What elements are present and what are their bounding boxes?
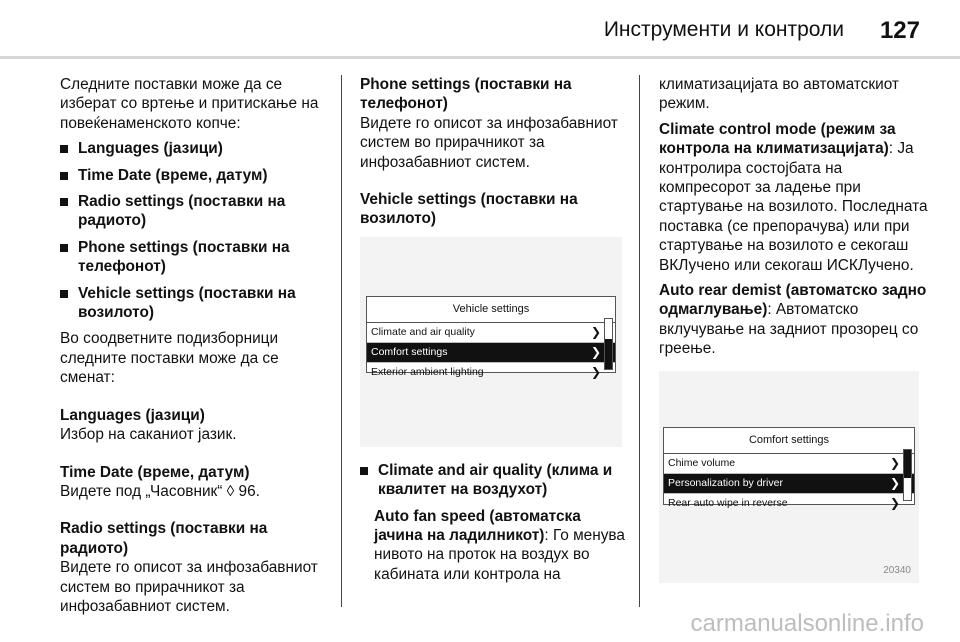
scrollbar-thumb [605, 339, 612, 369]
figure-number: 20340 [883, 565, 911, 577]
auto-fan-paragraph [360, 507, 628, 585]
list-item: Languages (јазици) [60, 139, 332, 158]
scrollbar [903, 449, 912, 501]
rear-demist-paragraph [659, 281, 929, 359]
phone-settings-text: Видете го описот за инфозабавниот систем во прирачникот за инфозабавниот систем. [360, 114, 618, 171]
page-footer [0, 612, 960, 642]
menu-row [367, 363, 615, 382]
submenu-paragraph: Во соодветните подизборници следните поставки може да се сменат: [60, 330, 279, 387]
climate-list [360, 461, 628, 500]
climate-mode-paragraph [659, 120, 929, 275]
rear-demist-text: : Автоматско вклучување на задниот прозорец со греење. [659, 301, 919, 358]
display-screen [663, 427, 915, 511]
intro-paragraph: Следните поставки може да се изберат со вртење и притискање на повеќенаменското копче: [60, 76, 319, 132]
menu-row [664, 494, 914, 513]
climate-mode-heading: Climate control mode (режим за контрола на климатизацијата) [659, 120, 896, 158]
menu-row-selected [664, 474, 914, 494]
menu-row-label: Exterior ambient lighting [371, 366, 484, 379]
page-title: Инструменти и контроли [603, 18, 844, 41]
chevron-right-icon: ❯ [889, 456, 900, 471]
phone-settings-heading: Phone settings (поставки на телефонот) [360, 76, 572, 113]
column-3 [659, 75, 929, 583]
radio-settings-heading: Radio settings (поставки на радиото) [60, 520, 268, 557]
continued-text: климатизацијата во автоматскиот режим. [659, 76, 899, 113]
column-2 [360, 75, 628, 590]
menu-row-label: Chime volume [668, 457, 736, 470]
menu-row-label: Comfort settings [371, 346, 448, 359]
chevron-right-icon: ❯ [590, 365, 601, 380]
vehicle-settings-screenshot [360, 237, 622, 447]
vehicle-settings-heading: Vehicle settings (поставки на возилото) [360, 191, 578, 228]
radio-settings-text: Видете го описот за инфозабавниот систем во прирачникот за инфозабавниот систем. [60, 559, 318, 615]
menu-row [664, 454, 914, 474]
time-date-heading: Time Date (време, датум) [60, 463, 250, 481]
auto-fan-heading: Auto fan speed (автоматска јачина на ладилникот) [374, 507, 581, 545]
rear-demist-heading: Auto rear demist (автоматско задно одмаглување) [659, 282, 927, 319]
list-item: Vehicle settings (поставки на возилото) [60, 284, 332, 323]
menu-row-label: Personalization by driver [668, 477, 783, 490]
chevron-right-icon: ❯ [590, 345, 601, 360]
menu-row-label: Climate and air quality [371, 326, 475, 339]
list-item: Climate and air quality (клима и квалитет на воздухот) [360, 461, 628, 500]
comfort-settings-screenshot [659, 371, 919, 583]
climate-mode-text: : Ја контролира состојбата на компресорот за ладење при стартување на возилото. Последната поставка (се препорачува) или при стартување на возилото е секогаш ВКЛучено или секогаш ИСКЛучено. [659, 140, 928, 274]
column-divider-1 [341, 75, 342, 607]
languages-heading: Languages (јазици) [60, 406, 205, 424]
watermark: carmanualsonline.info [690, 610, 924, 637]
column-1 [60, 75, 332, 622]
page-header [0, 0, 960, 60]
menu-row [367, 323, 615, 343]
chevron-right-icon: ❯ [889, 476, 900, 491]
list-item: Radio settings (поставки на радиото) [60, 192, 332, 231]
languages-text: Избор на саканиот јазик. [60, 426, 237, 444]
column-divider-2 [639, 75, 640, 607]
menu-row-selected [367, 343, 615, 363]
chevron-right-icon: ❯ [590, 325, 601, 340]
screen-title: Comfort settings [664, 428, 914, 454]
header-divider [0, 56, 960, 59]
auto-fan-text: : Го менува нивото на проток на воздух во кабината или контрола на [374, 527, 625, 583]
chevron-right-icon: ❯ [889, 496, 900, 511]
scrollbar-thumb [904, 450, 911, 478]
display-screen [366, 296, 616, 380]
settings-list [60, 139, 332, 322]
screen-title: Vehicle settings [367, 297, 615, 323]
menu-row-label: Rear auto wipe in reverse [668, 497, 788, 510]
time-date-text: Видете под „Часовник“ ◊ 96. [60, 482, 260, 500]
scrollbar [604, 318, 613, 370]
list-item: Time Date (време, датум) [60, 166, 332, 185]
page-number: 127 [879, 17, 920, 44]
list-item: Phone settings (поставки на телефонот) [60, 238, 332, 277]
